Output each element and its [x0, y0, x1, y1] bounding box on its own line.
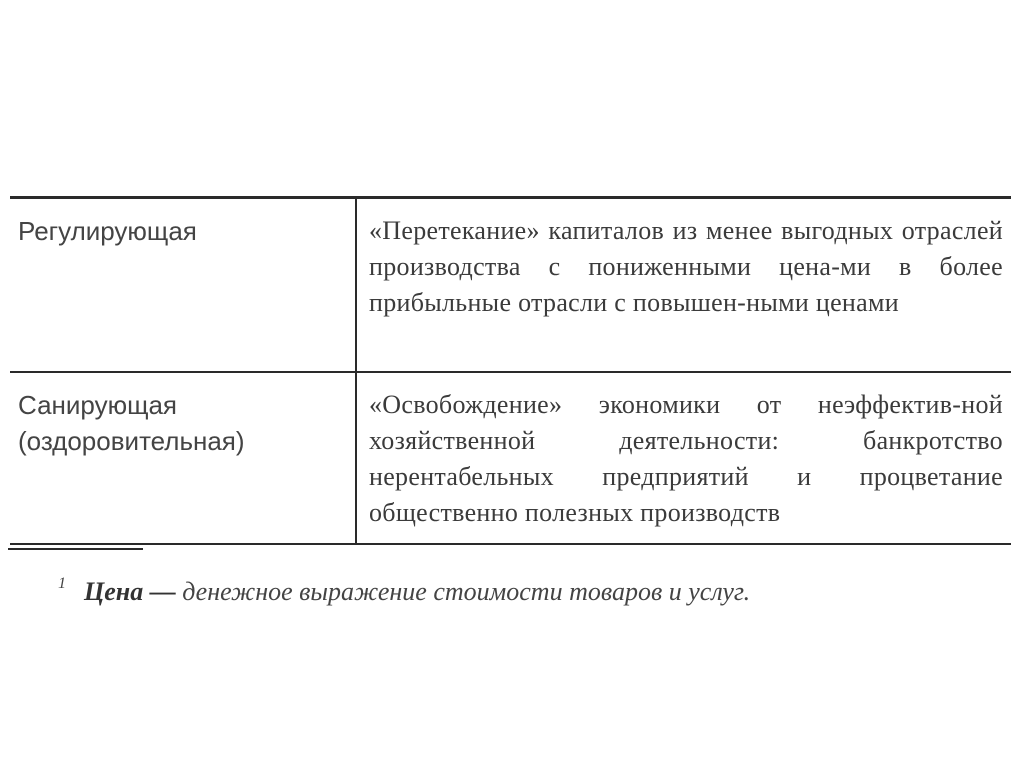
- function-name-cell: Регулирующая: [18, 216, 197, 246]
- function-description-cell: «Освобождение» экономики от неэффектив-ной хозяйственной деятельности: банкротство нерентабельных предприятий и процветание общественно полезных производств: [355, 373, 1011, 543]
- functions-table: [10, 196, 1011, 545]
- function-name-cell: Санирующая (оздоровительная): [18, 390, 245, 456]
- table-row: [10, 196, 1011, 373]
- footnote-divider: [8, 548, 143, 550]
- table-row: [10, 373, 1011, 545]
- footnote-definition: денежное выражение стоимости товаров и услуг.: [175, 577, 751, 606]
- function-description-cell: «Перетекание» капиталов из менее выгодных отраслей производства с пониженными цена-ми в более прибыльные отрасли с повышен-ными ценами: [355, 199, 1011, 371]
- footnote-term: Цена —: [84, 577, 176, 606]
- footnote-mark: 1: [58, 575, 66, 592]
- footnote: [58, 566, 750, 610]
